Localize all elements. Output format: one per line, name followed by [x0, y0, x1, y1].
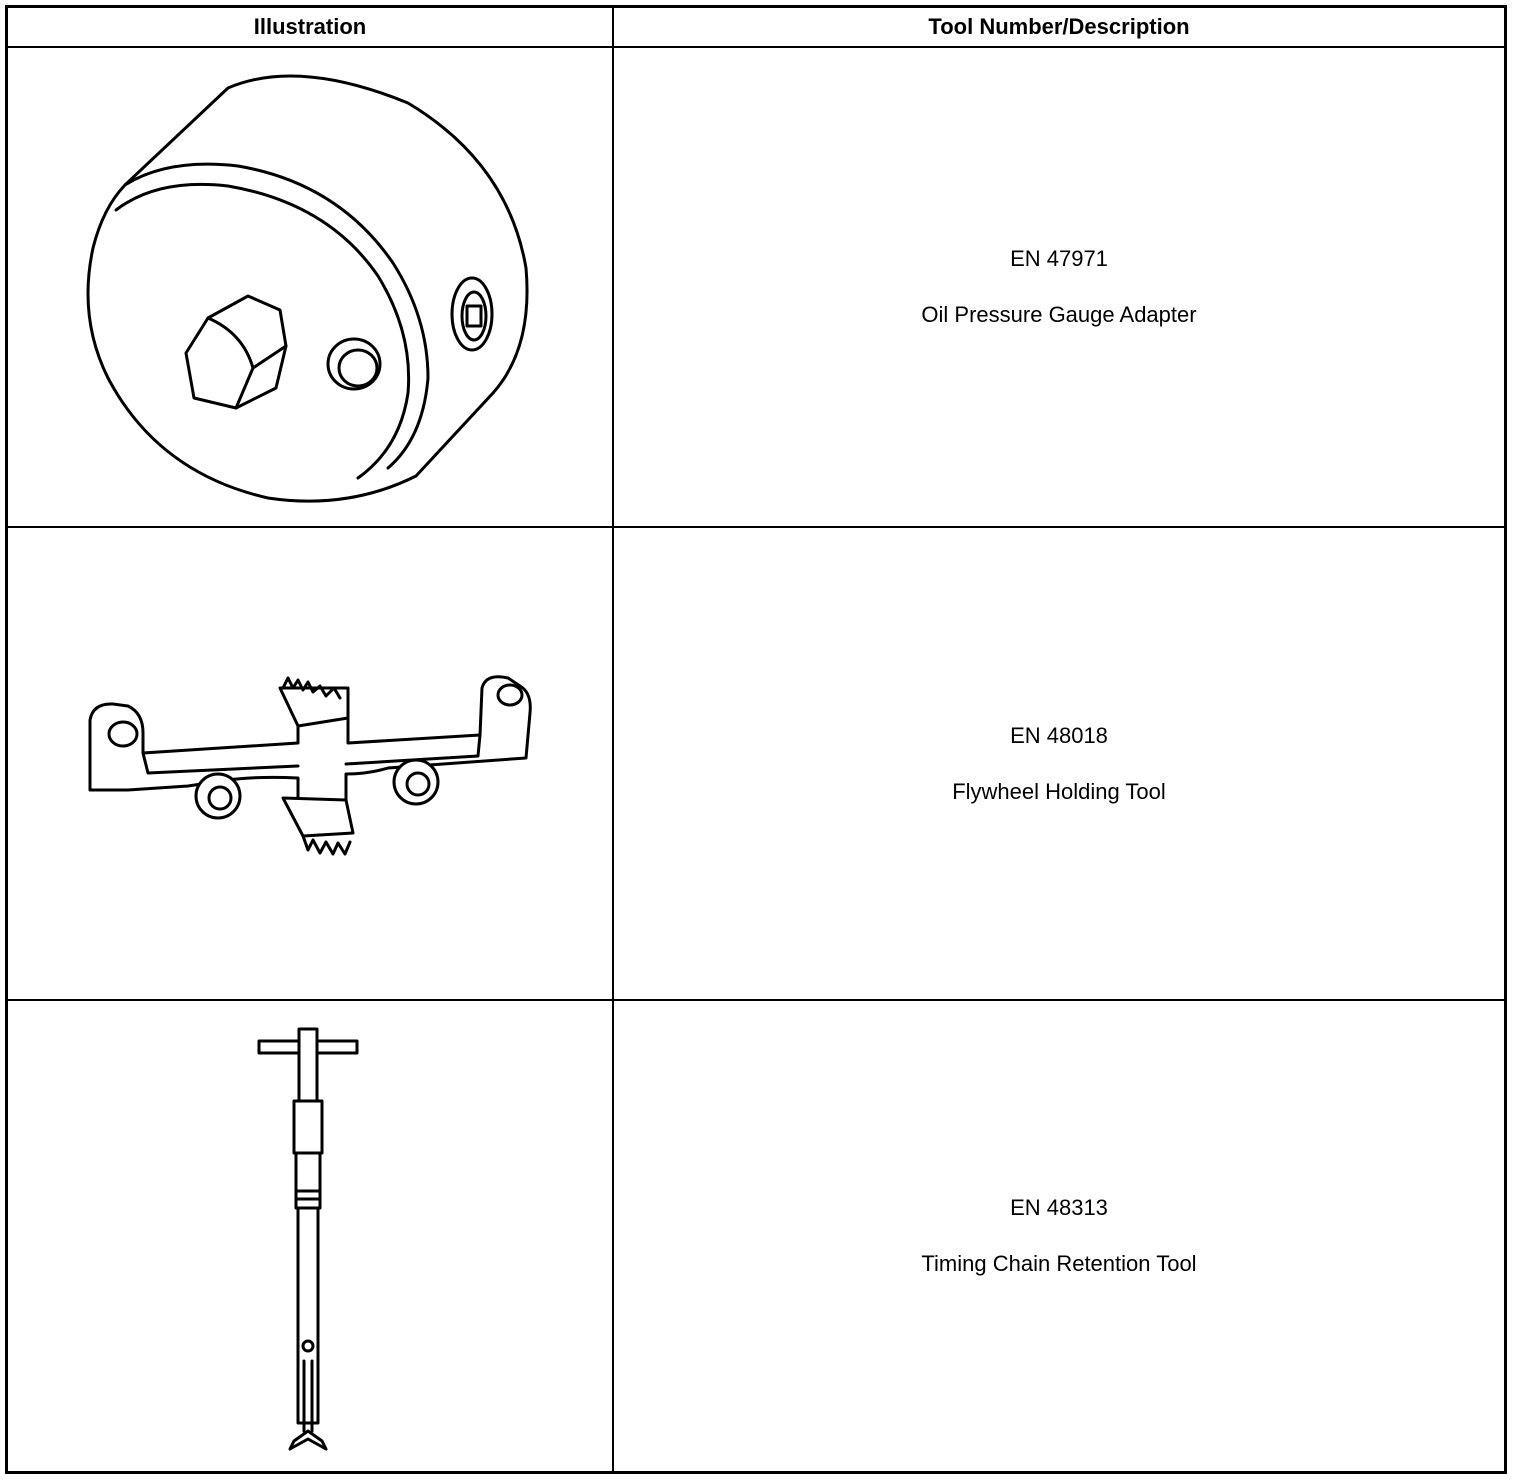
oil-pressure-gauge-adapter-icon — [8, 48, 612, 526]
tool-number: EN 48313 — [1010, 1195, 1108, 1220]
table-row-illustration — [8, 528, 612, 999]
table-row-illustration — [8, 48, 612, 526]
flywheel-holding-tool-icon — [8, 528, 612, 999]
tool-description: Timing Chain Retention Tool — [921, 1251, 1197, 1276]
table-row-illustration — [8, 1001, 612, 1471]
tool-description: Oil Pressure Gauge Adapter — [921, 302, 1197, 327]
tool-number: EN 48018 — [1010, 722, 1108, 748]
table-row — [614, 528, 1504, 999]
column-header-illustration: Illustration — [253, 14, 367, 39]
timing-chain-retention-tool-icon — [8, 1001, 612, 1471]
table-row — [614, 1001, 1504, 1471]
tool-description: Flywheel Holding Tool — [952, 778, 1166, 804]
tool-number: EN 47971 — [1010, 246, 1108, 271]
column-header-description: Tool Number/Description — [928, 14, 1190, 39]
table-row — [614, 48, 1504, 526]
